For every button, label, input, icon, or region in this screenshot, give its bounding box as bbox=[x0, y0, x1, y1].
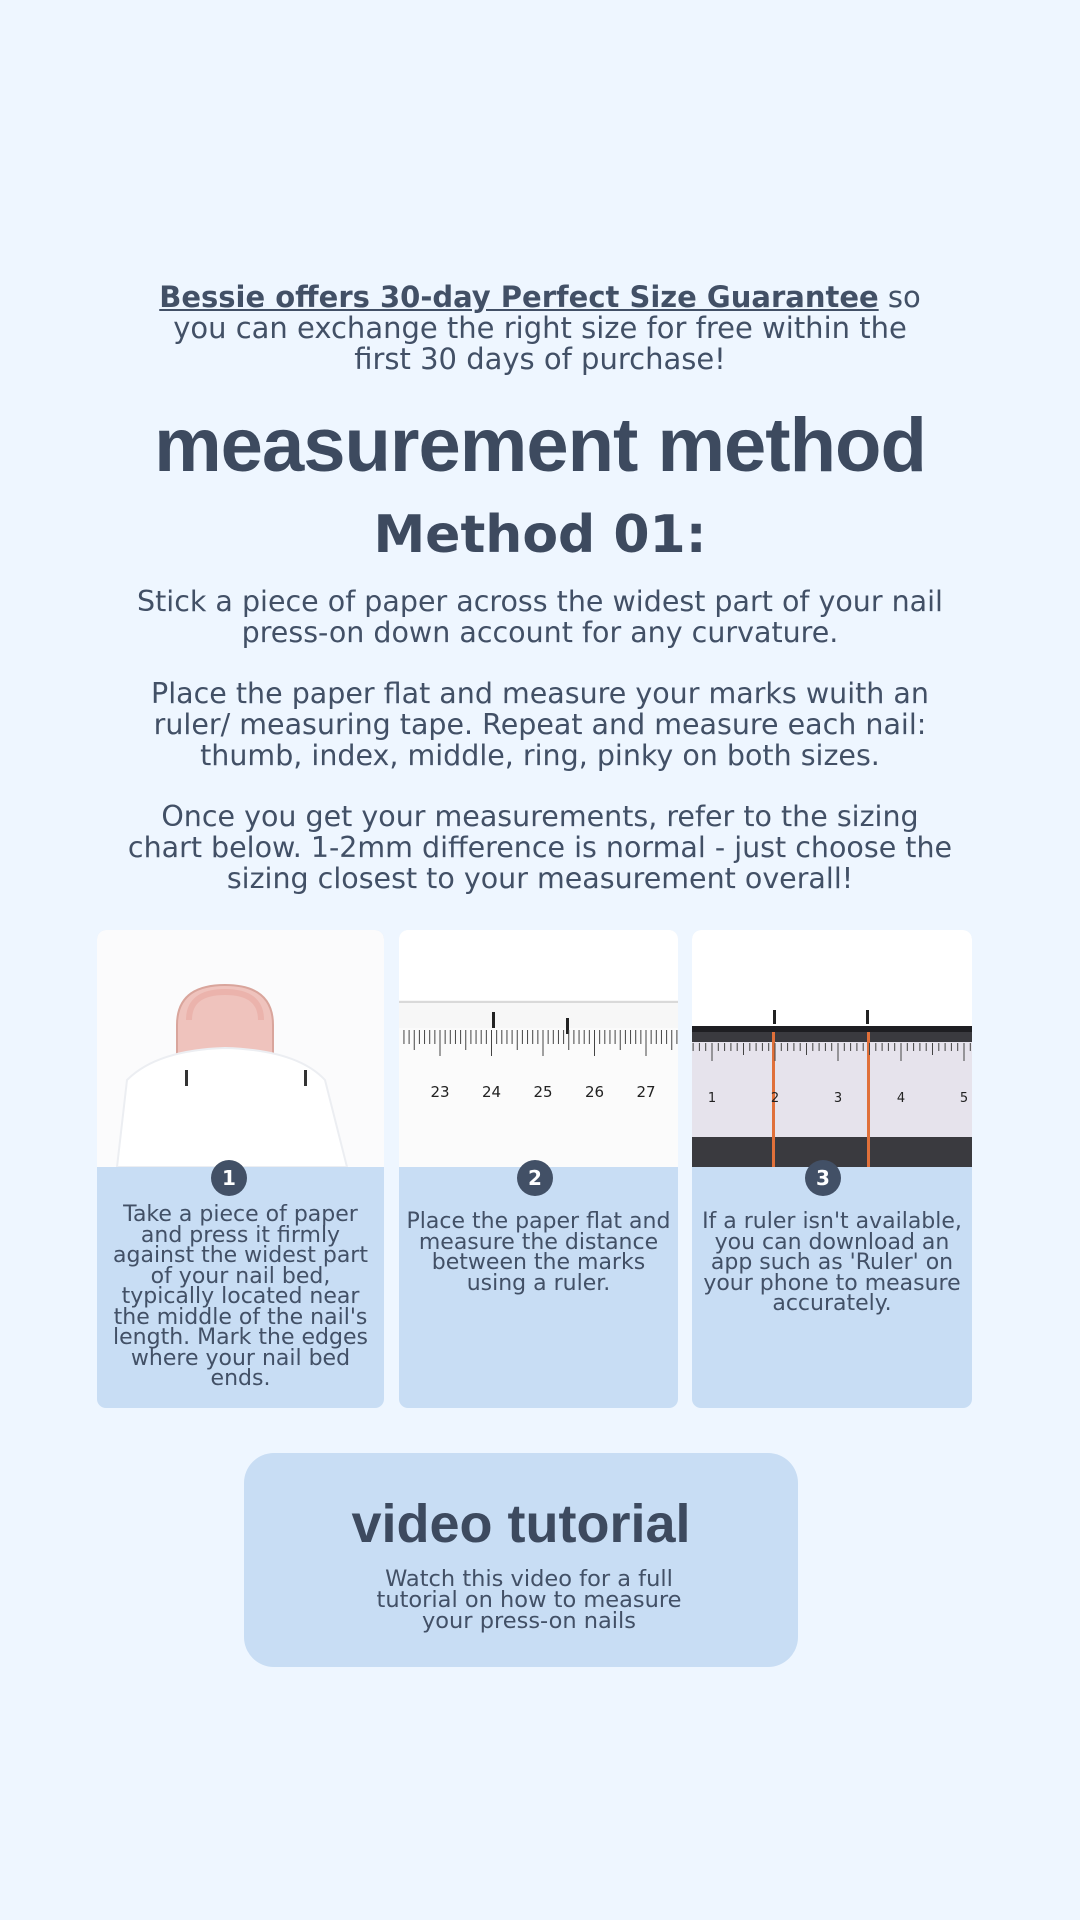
phone-ruler-photo bbox=[692, 930, 972, 1167]
ruler-label: 2 bbox=[770, 1091, 780, 1106]
nail-paper-illustration bbox=[97, 930, 384, 1167]
instruction-paragraph: Once you get your measurements, refer to the sizing chart below. 1-2mm difference is normal - just choose the sizing closest to your measurement overall! bbox=[127, 800, 953, 895]
instruction-paragraph: Place the paper flat and measure your marks wuith an ruler/ measuring tape. Repeat and measure each nail: thumb, index, middle, ring, pinky on both sizes. bbox=[151, 677, 929, 772]
ruler-label: 1 bbox=[707, 1091, 717, 1106]
step-caption: Take a piece of paper and press it firmly against the widest part of your nail bed, typically located near the middle of the nail's length. Mark the edges where your nail bed ends. bbox=[113, 1202, 368, 1391]
method-title: Method 01: bbox=[373, 505, 707, 565]
ruler-label: 3 bbox=[833, 1091, 843, 1106]
step-number-badge: 1 bbox=[211, 1160, 247, 1196]
page-title: measurement method bbox=[154, 403, 926, 488]
guarantee-text: so you can exchange the right size for free within the first 30 days of purchase! bbox=[173, 280, 921, 376]
step-caption: Place the paper flat and measure the distance between the marks using a ruler. bbox=[406, 1209, 671, 1296]
ruler-label: 26 bbox=[584, 1083, 605, 1101]
step-number-badge: 2 bbox=[517, 1160, 553, 1196]
nail-paper-photo bbox=[97, 930, 384, 1167]
instructions bbox=[120, 586, 960, 924]
video-tutorial-description: Watch this video for a full tutorial on how to measure your press-on nails bbox=[376, 1566, 682, 1634]
video-tutorial-title: video tutorial bbox=[351, 1494, 691, 1554]
ruler-photo bbox=[399, 930, 678, 1167]
ruler-label: 27 bbox=[636, 1083, 656, 1101]
ruler-label: 25 bbox=[533, 1083, 553, 1101]
video-tutorial-card[interactable] bbox=[244, 1453, 798, 1667]
ruler-label: 23 bbox=[430, 1083, 450, 1101]
guarantee-intro bbox=[150, 282, 930, 375]
ruler-label: 5 bbox=[959, 1091, 969, 1106]
step-number-badge: 3 bbox=[805, 1160, 841, 1196]
step-caption: If a ruler isn't available, you can download an app such as 'Ruler' on your phone to measure accurately. bbox=[702, 1209, 962, 1316]
ruler-illustration bbox=[399, 930, 678, 1167]
instruction-paragraph: Stick a piece of paper across the widest part of your nail press-on down account for any curvature. bbox=[137, 585, 943, 649]
ruler-label: 24 bbox=[481, 1083, 502, 1101]
ruler-label: 4 bbox=[896, 1091, 906, 1106]
guarantee-link[interactable]: Bessie offers 30-day Perfect Size Guarantee bbox=[159, 280, 879, 314]
phone-ruler-illustration bbox=[692, 930, 972, 1167]
